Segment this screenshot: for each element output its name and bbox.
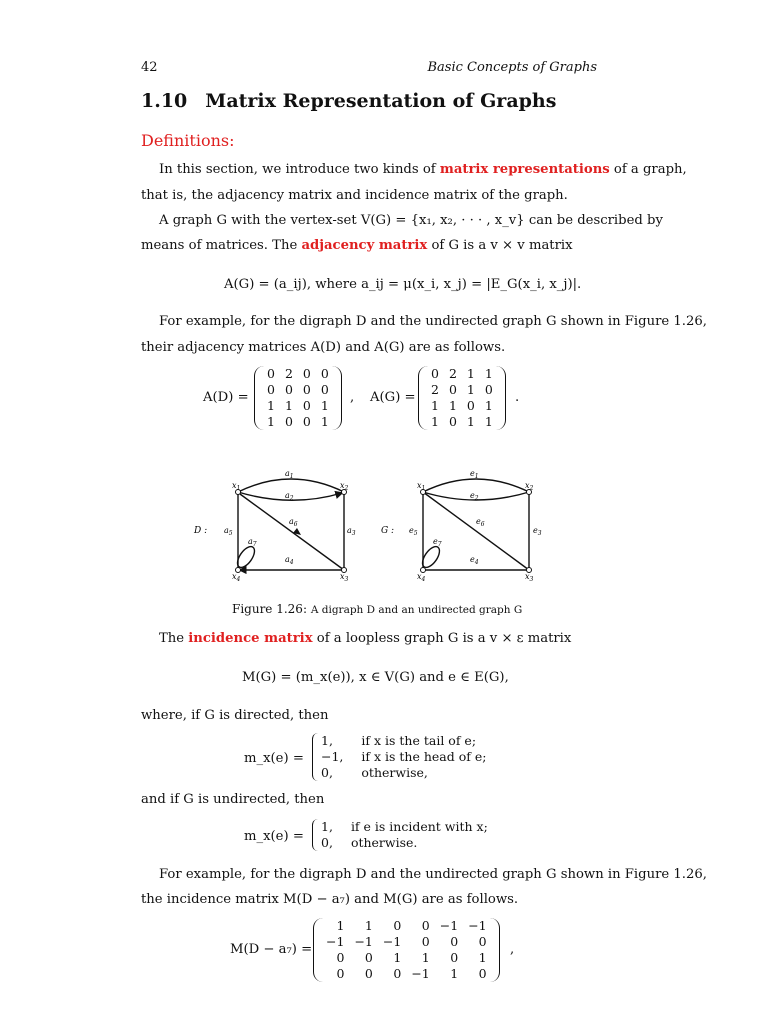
inc-D-cell: −1: [468, 918, 487, 933]
svg-text:a2: $a_2$: [285, 491, 294, 502]
comma: ,: [510, 942, 515, 957]
adj-D-cell: 1: [267, 414, 275, 429]
svg-text:e3: $e_3$: [533, 526, 542, 537]
undirected-def-lhs: m_x(e) =: [244, 829, 304, 844]
svg-text:e4: $e_4$: [470, 555, 479, 566]
svg-text:a3: $a_3$: [347, 526, 356, 537]
adj-G-cell: 0: [448, 414, 457, 429]
directed-case-cell: 0,: [321, 765, 333, 780]
inc-D-cell: −1: [411, 966, 430, 981]
inc-D-cell: 0: [478, 966, 487, 981]
undirected-cases: [312, 819, 494, 851]
svg-text:x4: $x_4$: [232, 572, 241, 583]
figure-caption: [232, 602, 522, 616]
adj-G-cell: 0: [484, 382, 493, 397]
undirected-case-cell: if e is incident with x;: [350, 819, 488, 834]
caption-text: A digraph D and an undirected graph G: [310, 604, 523, 616]
term-adjacency-matrix: adjacency matrix: [301, 238, 428, 253]
inc-D-cell: −1: [326, 934, 345, 949]
adj-D-row: [262, 382, 334, 398]
adj-G-cell: 1: [484, 398, 493, 413]
inc-D-cell: 1: [421, 950, 430, 965]
undirected-case-cell: 0,: [321, 835, 333, 850]
text-span: of a loopless graph G is a v × ε matrix: [312, 631, 572, 646]
directed-case-cell: if x is the tail of e;: [361, 733, 477, 748]
svg-text:e5: $e_5$: [409, 526, 418, 537]
adj-D-cell: 1: [267, 398, 275, 413]
graph-G: [381, 469, 542, 583]
adj-G-label: A(G) =: [370, 390, 416, 405]
directed-case-row: [321, 765, 492, 781]
directed-case-cell: 1,: [321, 733, 333, 748]
D-label: D :: [194, 526, 208, 536]
adjacency-equation: A(G) = (a_ij), where a_ij = μ(x_i, x_j) = |E_G(x_i, x_j)|.: [224, 277, 582, 292]
svg-text:e1: $e_1$: [470, 469, 479, 480]
paragraph-3-line-2: their adjacency matrices A(D) and A(G) are as follows.: [141, 340, 506, 355]
svg-text:e7: $e_7$: [433, 537, 442, 548]
adj-G-cell: 1: [484, 414, 493, 429]
inc-D-cell: 0: [421, 934, 430, 949]
svg-text:a6: $a_6$: [289, 517, 298, 528]
caption-number: Figure 1.26:: [232, 602, 307, 616]
adj-D-label: A(D) =: [203, 390, 249, 405]
adj-D-row: [262, 398, 334, 414]
definitions-heading: Definitions:: [141, 131, 235, 150]
adj-D-cell: 0: [302, 414, 311, 429]
undirected-case-cell: 1,: [321, 819, 333, 834]
inc-D-cell: 0: [336, 950, 345, 965]
svg-text:x3: $x_3$: [340, 572, 349, 583]
inc-D-cell: 1: [393, 950, 402, 965]
directed-case-cell: −1,: [321, 749, 344, 764]
inc-D-row: [321, 918, 492, 934]
adj-G-cell: 0: [431, 366, 439, 381]
inc-D-cell: 1: [336, 918, 345, 933]
svg-text:a1: $a_1$: [285, 469, 294, 480]
paragraph-5-line-1: For example, for the digraph D and the undirected graph G shown in Figure 1.26,: [159, 867, 707, 882]
adj-G-cell: 1: [466, 414, 475, 429]
paragraph-5-line-2: the incidence matrix M(D − a₇) and M(G) are as follows.: [141, 892, 519, 907]
undirected-case-row: [321, 819, 494, 835]
directed-case-cell: otherwise,: [361, 765, 428, 780]
directed-cases: [312, 733, 492, 781]
section-number: 1.10: [141, 90, 188, 112]
running-head: Basic Concepts of Graphs: [427, 60, 597, 75]
adj-D-cell: 0: [302, 398, 311, 413]
text-span: of a graph,: [609, 162, 687, 177]
paragraph-1-line-2: that is, the adjacency matrix and incidence matrix of the graph.: [141, 188, 568, 203]
adj-D-cell: 1: [320, 398, 329, 413]
comma: ,: [350, 390, 355, 405]
adj-D-cell: 0: [302, 366, 311, 381]
inc-D-label: M(D − a₇) =: [230, 942, 313, 957]
term-matrix-representations: matrix representations: [439, 162, 610, 177]
svg-text:x1: $x_1$: [417, 481, 426, 492]
page-number: 42: [141, 60, 158, 75]
adj-G-cell: 1: [448, 398, 457, 413]
svg-text:e2: $e_2$: [470, 491, 479, 502]
directed-intro: where, if G is directed, then: [141, 708, 329, 723]
adj-D-cell: 0: [320, 382, 329, 397]
svg-text:e6: $e_6$: [476, 517, 485, 528]
svg-text:x1: $x_1$: [232, 481, 241, 492]
adj-D-cell: 1: [320, 414, 329, 429]
inc-D-row: [321, 950, 492, 966]
directed-case-cell: if x is the head of e;: [361, 749, 487, 764]
paragraph-1-line-1: [159, 163, 687, 176]
inc-D-cell: 0: [393, 918, 402, 933]
text-span: In this section, we introduce two kinds of: [159, 162, 440, 177]
inc-D-cell: 1: [450, 966, 459, 981]
inc-D-row: [321, 934, 492, 950]
section-title: [141, 90, 556, 112]
undirected-case-cell: otherwise.: [350, 835, 418, 850]
inc-D-cell: 0: [478, 934, 487, 949]
edge-e1: [423, 479, 529, 492]
term-incidence-matrix: incidence matrix: [188, 631, 313, 646]
adjacency-matrix-D: [254, 366, 342, 430]
adj-G-row: [426, 398, 498, 414]
adj-D-row: [262, 414, 334, 430]
svg-text:x2: $x_2$: [525, 481, 534, 492]
section-title-text: Matrix Representation of Graphs: [205, 90, 557, 112]
adj-G-row: [426, 414, 498, 430]
adj-G-cell: 1: [431, 414, 439, 429]
paragraph-2-line-2: [141, 239, 573, 252]
svg-text:x3: $x_3$: [525, 572, 534, 583]
svg-text:x4: $x_4$: [417, 572, 426, 583]
adj-G-row: [426, 382, 498, 398]
adj-D-cell: 0: [267, 382, 275, 397]
inc-D-cell: 0: [450, 950, 459, 965]
svg-text:a7: $a_7$: [248, 537, 257, 548]
text-span: The: [159, 631, 189, 646]
adj-G-cell: 0: [448, 382, 457, 397]
edge-a1: [238, 479, 344, 492]
adj-D-cell: 0: [302, 382, 311, 397]
paragraph-4: [159, 632, 571, 645]
adj-D-cell: 0: [267, 366, 275, 381]
inc-D-cell: 0: [393, 966, 402, 981]
inc-D-cell: −1: [439, 918, 459, 933]
directed-case-row: [321, 749, 492, 765]
incidence-equation: M(G) = (m_x(e)), x ∈ V(G) and e ∈ E(G),: [242, 670, 509, 685]
undirected-case-row: [321, 835, 494, 851]
adj-G-row: [426, 366, 498, 382]
inc-D-cell: −1: [354, 934, 373, 949]
inc-D-cell: 0: [450, 934, 459, 949]
paragraph-3-line-1: For example, for the digraph D and the undirected graph G shown in Figure 1.26,: [159, 314, 707, 329]
adj-G-cell: 1: [484, 366, 493, 381]
inc-D-cell: 0: [364, 966, 373, 981]
inc-D-row: [321, 966, 492, 982]
adj-G-cell: 1: [466, 366, 475, 381]
adj-D-row: [262, 366, 334, 382]
figure-1-26: [180, 462, 560, 592]
paragraph-2-line-1: A graph G with the vertex-set V(G) = {x₁, x₂, · · · , x_v} can be described by: [159, 213, 663, 228]
adj-G-cell: 2: [431, 382, 439, 397]
directed-def-lhs: m_x(e) =: [244, 751, 304, 766]
svg-text:x2: $x_2$: [340, 481, 349, 492]
inc-D-cell: 1: [364, 918, 373, 933]
adj-D-cell: 1: [284, 398, 293, 413]
adj-D-cell: 2: [284, 366, 293, 381]
inc-D-cell: 1: [478, 950, 487, 965]
incidence-matrix-D: [313, 918, 500, 982]
text-span: of G is a v × v matrix: [427, 238, 573, 253]
digraph-D: [193, 469, 356, 583]
undirected-intro: and if G is undirected, then: [141, 792, 325, 807]
svg-text:a5: $a_5$: [224, 526, 233, 537]
adj-G-cell: 1: [466, 382, 475, 397]
period: .: [515, 390, 520, 405]
adj-D-cell: 0: [284, 414, 293, 429]
inc-D-cell: 0: [364, 950, 373, 965]
adjacency-matrix-G: [418, 366, 506, 430]
adj-G-cell: 2: [448, 366, 457, 381]
inc-D-cell: 0: [421, 918, 430, 933]
adj-G-cell: 1: [431, 398, 439, 413]
inc-D-cell: −1: [382, 934, 402, 949]
svg-text:a4: $a_4$: [285, 555, 294, 566]
adj-G-cell: 0: [466, 398, 475, 413]
adj-D-cell: 0: [320, 366, 329, 381]
directed-case-row: [321, 733, 492, 749]
text-span: means of matrices. The: [141, 238, 302, 253]
adj-D-cell: 0: [284, 382, 293, 397]
G-label: G :: [381, 526, 395, 536]
inc-D-cell: 0: [336, 966, 345, 981]
